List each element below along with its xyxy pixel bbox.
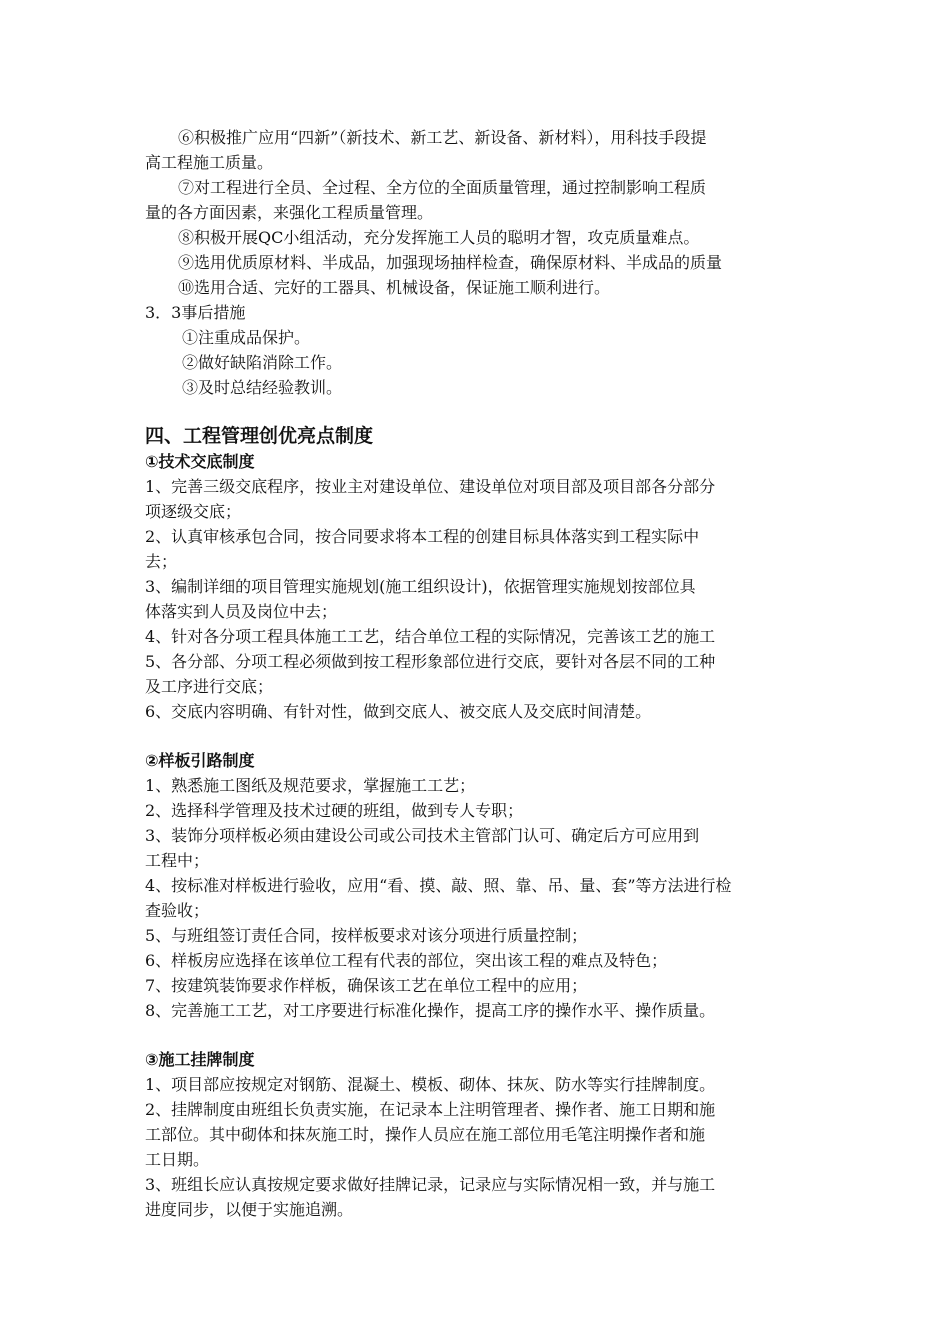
tech-item-3-line-2: 体落实到人员及岗位中去； xyxy=(145,602,338,621)
measure-8: ⑧积极开展QC小组活动，充分发挥施工人员的聪明才智，攻克质量难点。 xyxy=(178,228,700,247)
sign-item-2-line-2: 工部位。其中砌体和抹灰施工时，操作人员应在施工部位用毛笔注明操作者和施 xyxy=(145,1125,706,1144)
measure-6-line-1: ⑥积极推广应用“四新”（新技术、新工艺、新设备、新材料），用科技手段提 xyxy=(178,128,707,147)
tech-item-5-line-2: 及工序进行交底； xyxy=(145,677,274,696)
tech-disclosure-heading: ①技术交底制度 xyxy=(145,452,255,471)
post-measure-1: ①注重成品保护。 xyxy=(182,328,311,347)
section-4-title: 四、工程管理创优亮点制度 xyxy=(145,425,374,447)
sample-item-5: 5、与班组签订责任合同，按样板要求对该分项进行质量控制； xyxy=(145,926,588,945)
tech-item-2-line-2: 去； xyxy=(145,552,178,571)
tech-item-5-line-1: 5、各分部、分项工程必须做到按工程形象部位进行交底，要针对各层不同的工种 xyxy=(145,652,716,671)
measure-9: ⑨选用优质原材料、半成品，加强现场抽样检查，确保原材料、半成品的质量 xyxy=(178,253,723,272)
sign-system-heading: ③施工挂牌制度 xyxy=(145,1050,255,1069)
sample-item-2: 2、选择科学管理及技术过硬的班组，做到专人专职； xyxy=(145,801,524,820)
sign-item-3-line-1: 3、班组长应认真按规定要求做好挂牌记录，记录应与实际情况相一致，并与施工 xyxy=(145,1175,716,1194)
measure-10: ⑩选用合适、完好的工器具、机械设备，保证施工顺利进行。 xyxy=(178,278,611,297)
measure-6-line-2: 高工程施工质量。 xyxy=(145,153,274,172)
sample-item-3-line-2: 工程中； xyxy=(145,851,210,870)
sign-item-2-line-3: 工日期。 xyxy=(145,1150,210,1169)
sample-item-8: 8、完善施工工艺，对工序要进行标准化操作，提高工序的操作水平、操作质量。 xyxy=(145,1001,716,1020)
sample-item-7: 7、按建筑装饰要求作样板，确保该工艺在单位工程中的应用； xyxy=(145,976,588,995)
sign-item-3-line-2: 进度同步，以便于实施追溯。 xyxy=(145,1200,354,1219)
tech-item-1-line-2: 项逐级交底； xyxy=(145,502,242,521)
sample-item-4-line-1: 4、按标准对样板进行验收，应用“看、摸、敲、照、靠、吊、量、套”等方法进行检 xyxy=(145,876,732,895)
sample-item-4-line-2: 查验收； xyxy=(145,901,210,920)
sample-system-heading: ②样板引路制度 xyxy=(145,751,255,770)
tech-item-2-line-1: 2、认真审核承包合同，按合同要求将本工程的创建目标具体落实到工程实际中 xyxy=(145,527,700,546)
tech-item-1-line-1: 1、完善三级交底程序，按业主对建设单位、建设单位对项目部及项目部各分部分 xyxy=(145,477,716,496)
post-measures-heading: 3．3事后措施 xyxy=(145,303,246,322)
measure-7-line-2: 量的各方面因素，来强化工程质量管理。 xyxy=(145,203,434,222)
sign-item-1: 1、项目部应按规定对钢筋、混凝土、模板、砌体、抹灰、防水等实行挂牌制度。 xyxy=(145,1075,716,1094)
post-measure-2: ②做好缺陷消除工作。 xyxy=(182,353,343,372)
sample-item-3-line-1: 3、装饰分项样板必须由建设公司或公司技术主管部门认可、确定后方可应用到 xyxy=(145,826,700,845)
tech-item-4: 4、针对各分项工程具体施工工艺，结合单位工程的实际情况，完善该工艺的施工 xyxy=(145,627,716,646)
sample-item-1: 1、熟悉施工图纸及规范要求，掌握施工工艺； xyxy=(145,776,476,795)
measure-7-line-1: ⑦对工程进行全员、全过程、全方位的全面质量管理，通过控制影响工程质 xyxy=(178,178,707,197)
sign-item-2-line-1: 2、挂牌制度由班组长负责实施，在记录本上注明管理者、操作者、施工日期和施 xyxy=(145,1100,716,1119)
post-measure-3: ③及时总结经验教训。 xyxy=(182,378,343,397)
tech-item-6: 6、交底内容明确、有针对性，做到交底人、被交底人及交底时间清楚。 xyxy=(145,702,652,721)
tech-item-3-line-1: 3、编制详细的项目管理实施规划(施工组织设计)，依据管理实施规划按部位具 xyxy=(145,577,696,596)
sample-item-6: 6、样板房应选择在该单位工程有代表的部位，突出该工程的难点及特色； xyxy=(145,951,668,970)
